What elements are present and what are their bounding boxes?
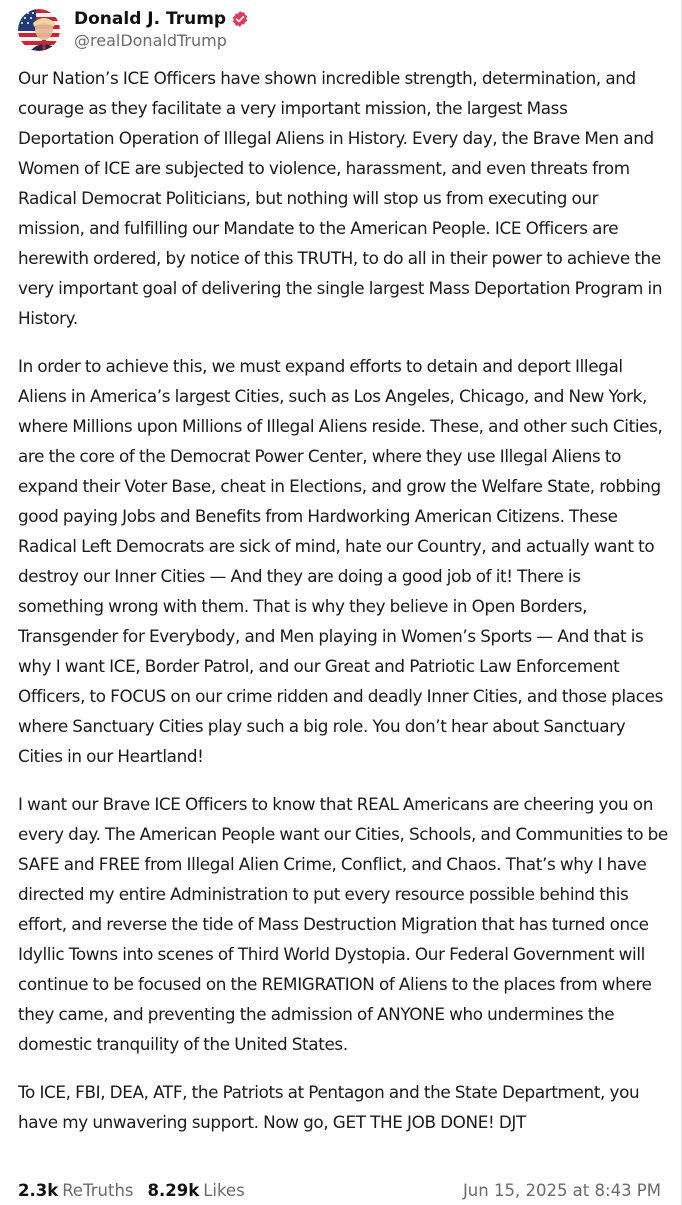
post-timestamp[interactable]: Jun 15, 2025 at 8:43 PM [462,1180,661,1200]
author-handle[interactable]: @realDonaldTrump [74,31,227,50]
post-paragraph: In order to achieve this, we must expand efforts to detain and deport Illegal Aliens in America’s largest Cities, such as Los Angeles, Chicago, and New York, where Millions upon Millions of Illegal Aliens reside. These, and other such Cities, are the core of the Democrat Power Center, where they use Illegal Aliens to expand their Voter Base, cheat in Elections, and grow the Welfare State, robbing good paying Jobs and Benefits from Hardworking American Citizens. These Radical Left Democrats are sick of mind, hate our Country, and actually want to destroy our Inner Cities — And they are doing a good job of it! There is something wrong with them. That is why they believe in Open Borders, Transgender for Everybody, and Men playing in Women’s Sports — And that is why I want ICE, Border Patrol, and our Great and Patriotic Law Enforcement Officers, to FOCUS on our crime ridden and deadly Inner Cities, and those places where Sanctuary Cities play such a big role. You don’t hear about Sanctuary Cities in our Heartland! [18,356,663,766]
verified-badge-icon [231,10,249,28]
avatar[interactable] [18,9,60,51]
post-paragraph: To ICE, FBI, DEA, ATF, the Patriots at Pentagon and the State Department, you have my unwavering support. Now go, GET THE JOB DONE! DJT [18,1082,640,1132]
post-header [18,9,249,51]
author-display-name[interactable]: Donald J. Trump [74,9,227,29]
author-name-row [74,8,249,30]
likes-label: Likes [203,1180,245,1200]
retruths-count: 2.3k [18,1180,59,1200]
post-body [18,63,668,1155]
post-footer [18,1176,661,1204]
likes-count: 8.29k [147,1180,200,1200]
avatar-image [18,9,60,51]
retruths-stat[interactable] [18,1181,134,1200]
likes-stat[interactable] [148,1181,245,1200]
post-paragraph: I want our Brave ICE Officers to know that REAL Americans are cheering you on every day. The American People want our Cities, Schools, and Communities to be SAFE and FREE from Illegal Alien Crime, Conflict, and Chaos. That’s why I have directed my entire Administration to put every resource possible behind this effort, and reverse the tide of Mass Destruction Migration that has turned once Idyllic Towns into scenes of Third World Dystopia. Our Federal Government will continue to be focused on the REMIGRATION of Aliens to the places from where they came, and preventing the admission of ANYONE who undermines the domestic tranquility of the United States. [18,794,668,1054]
author-names [74,8,249,52]
post-stats [18,1181,259,1200]
retruths-label: ReTruths [62,1180,134,1200]
post-paragraph: Our Nation’s ICE Officers have shown incredible strength, determination, and courage as they facilitate a very important mission, the largest Mass Deportation Operation of Illegal Aliens in History. Every day, the Brave Men and Women of ICE are subjected to violence, harassment, and even threats from Radical Democrat Politicians, but nothing will stop us from executing our mission, and fulfilling our Mandate to the American People. ICE Officers are herewith ordered, by notice of this TRUTH, to do all in their power to achieve the very important goal of delivering the single largest Mass Deportation Program in History. [18,68,663,328]
